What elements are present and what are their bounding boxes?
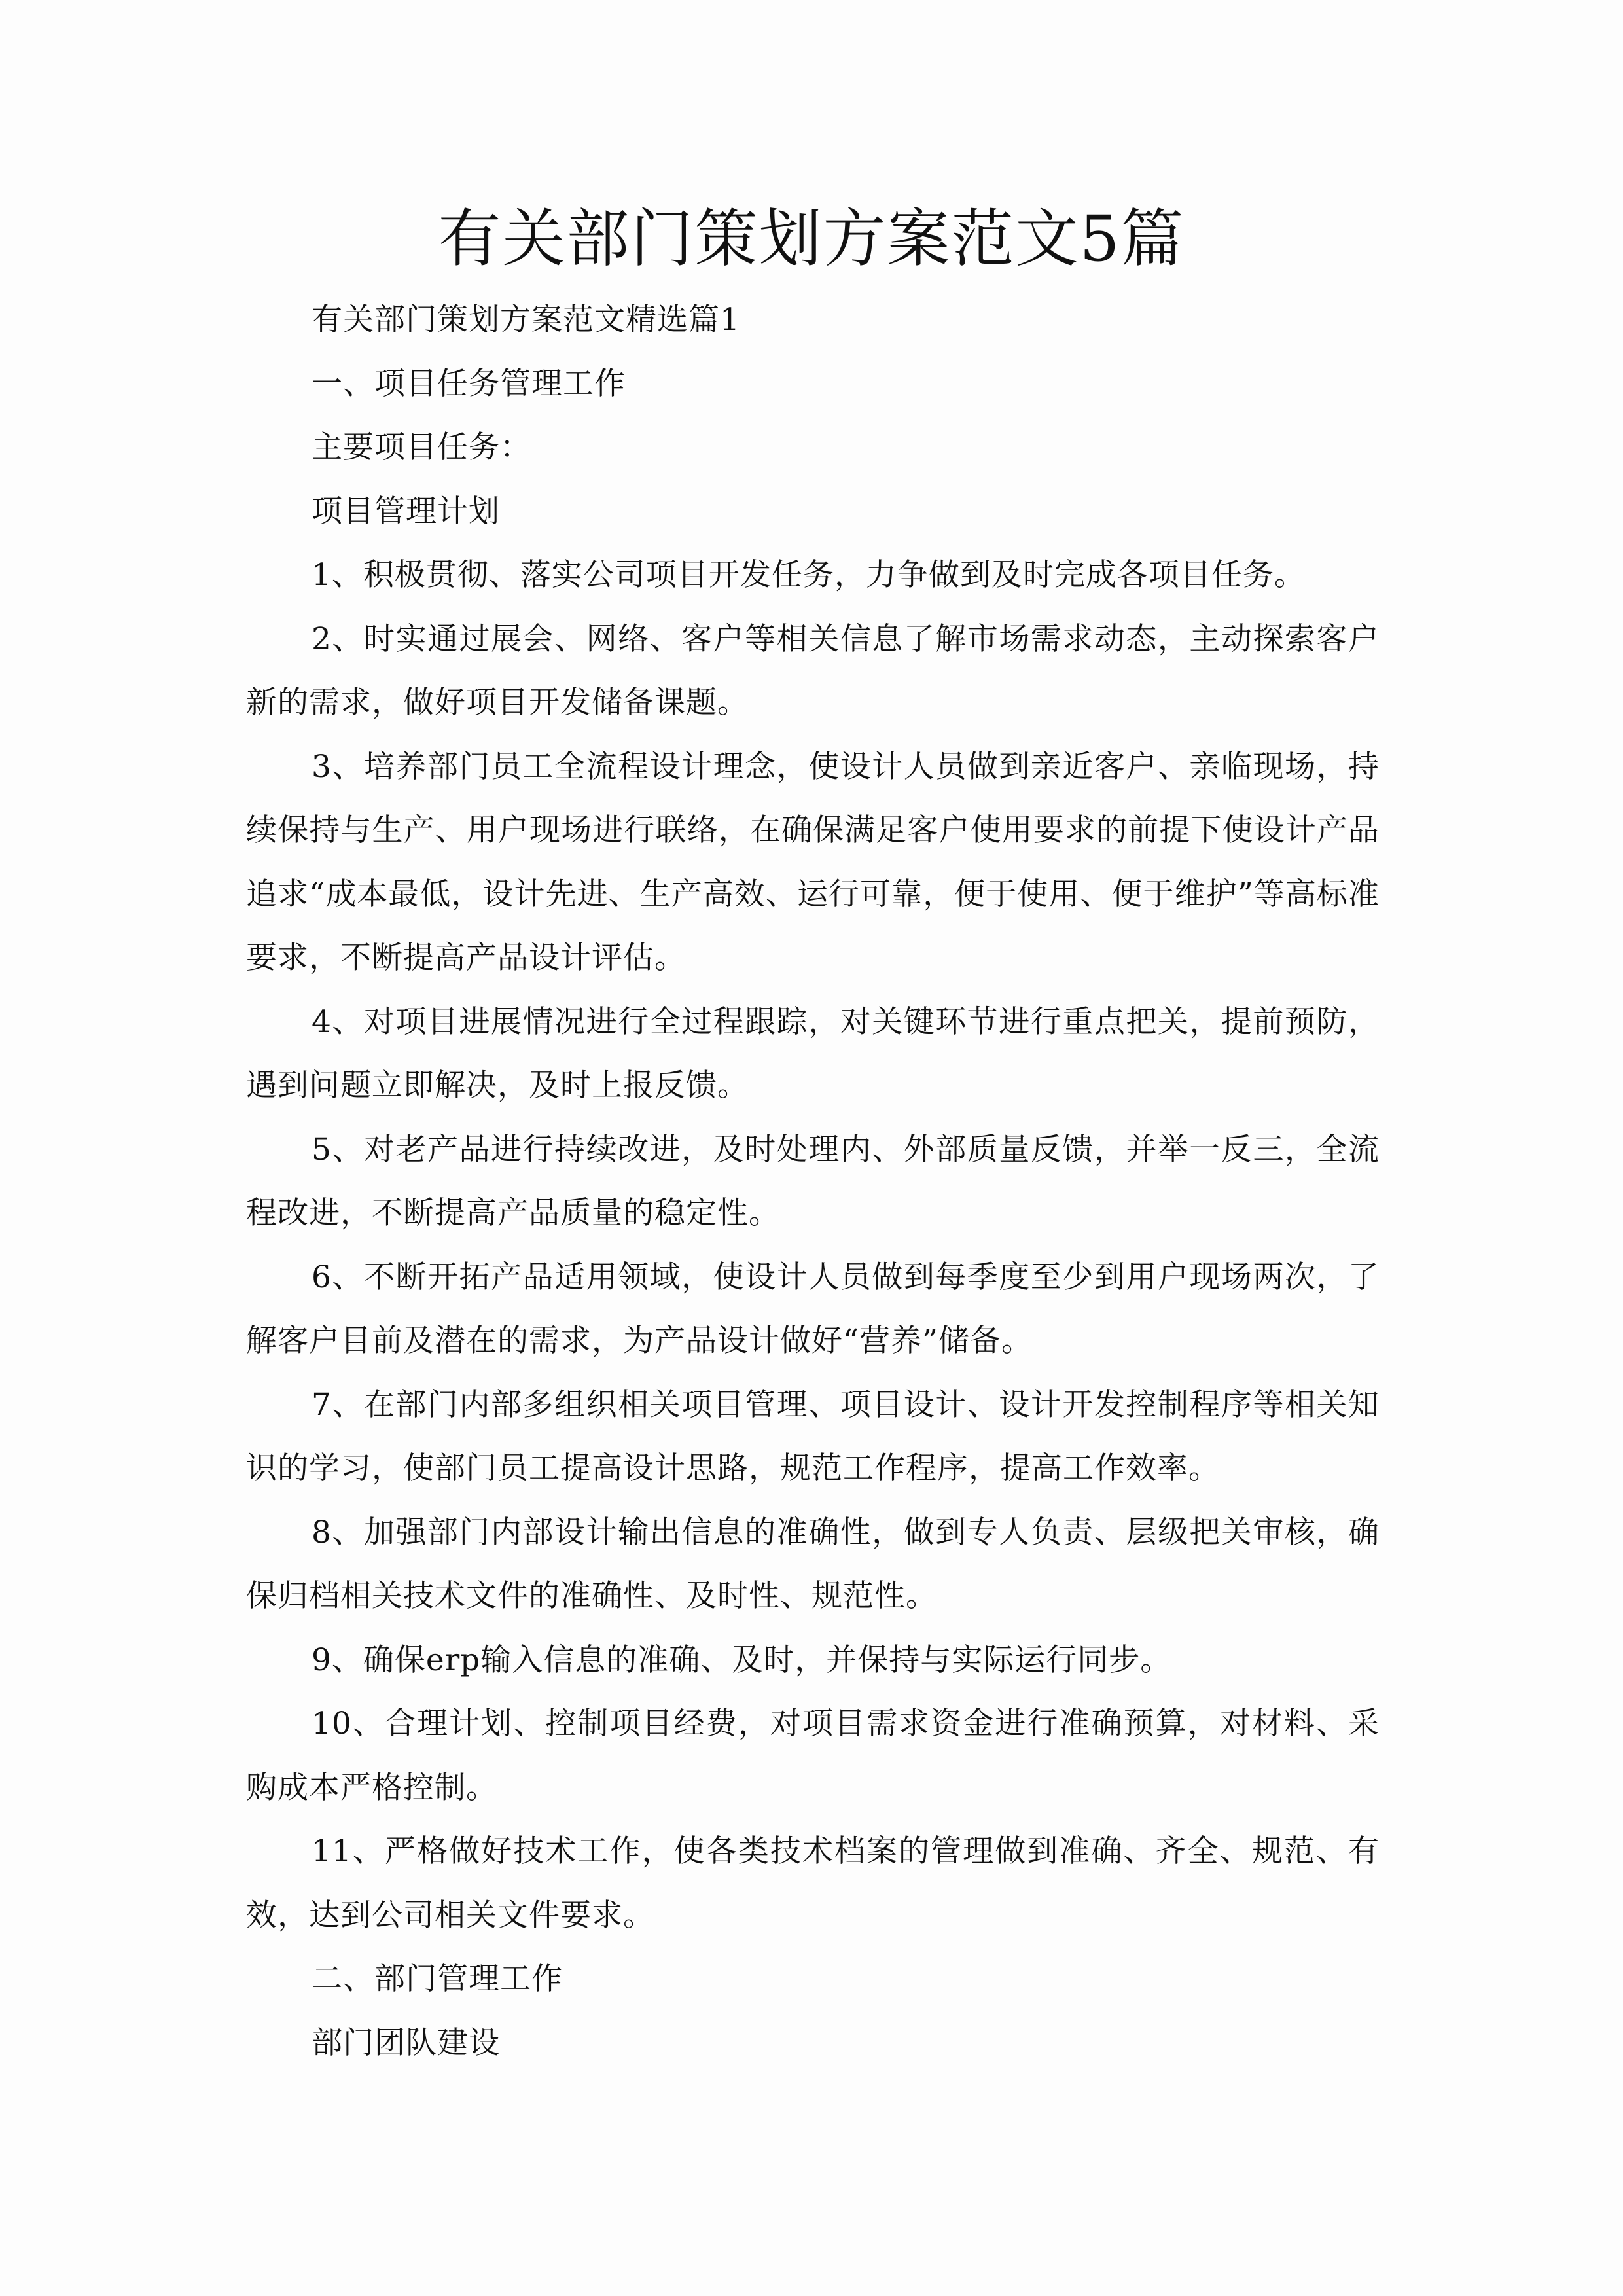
list-item: 3、培养部门员工全流程设计理念，使设计人员做到亲近客户、亲临现场，持续保持与生产、用户现场进行联络，在确保满足客户使用要求的前提下使设计产品追求“成本最低，设计先进、生产高效、运行可靠，便于使用、便于维护”等高标准要求，不断提高产品设计评估。 [246,748,1380,976]
document-title: 有关部门策划方案范文5篇 [438,202,1185,276]
list-item: 10、合理计划、控制项目经费，对项目需求资金进行准确预算，对材料、采购成本严格控制。 [246,1706,1380,1806]
list-item: 4、对项目进展情况进行全过程跟踪，对关键环节进行重点把关，提前预防，遇到问题立即解决，及时上报反馈。 [246,1003,1380,1103]
list-item: 11、严格做好技术工作，使各类技术档案的管理做到准确、齐全、规范、有效，达到公司相关文件要求。 [246,1833,1380,1933]
list-item: 9、确保erp输入信息的准确、及时，并保持与实际运行同步。 [312,1641,1172,1678]
section-heading: 一、项目任务管理工作 [312,365,626,402]
section-heading: 有关部门策划方案范文精选篇1 [312,302,740,338]
list-item: 2、时实通过展会、网络、客户等相关信息了解市场需求动态，主动探索客户新的需求，做好项目开发储备课题。 [246,620,1380,721]
subheading: 项目管理计划 [312,493,500,529]
section-heading: 二、部门管理工作 [312,1961,563,1997]
list-item: 5、对老产品进行持续改进，及时处理内、外部质量反馈，并举一反三，全流程改进，不断提高产品质量的稳定性。 [246,1131,1380,1231]
list-item: 8、加强部门内部设计输出信息的准确性，做到专人负责、层级把关审核，确保归档相关技术文件的准确性、及时性、规范性。 [246,1514,1380,1614]
subheading: 主要项目任务： [312,429,531,465]
list-item: 1、积极贯彻、落实公司项目开发任务，力争做到及时完成各项目任务。 [312,557,1306,593]
list-item: 7、在部门内部多组织相关项目管理、项目设计、设计开发控制程序等相关知识的学习，使部门员工提高设计思路，规范工作程序，提高工作效率。 [246,1386,1380,1486]
subheading: 部门团队建设 [312,2024,500,2061]
list-item: 6、不断开拓产品适用领域，使设计人员做到每季度至少到用户现场两次，了解客户目前及潜在的需求，为产品设计做好“营养”储备。 [246,1259,1380,1359]
document-body [246,288,1380,2075]
